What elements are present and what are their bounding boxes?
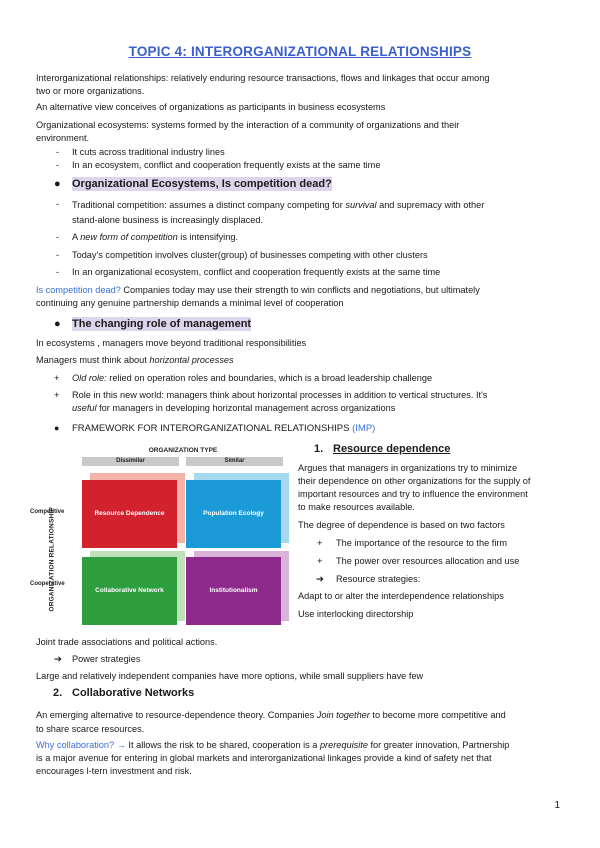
diagram-header: ORGANIZATION TYPE <box>148 447 218 454</box>
framework-abbreviation: (IMP) <box>352 423 376 434</box>
collab-number: 2. <box>53 687 63 699</box>
collab-paragraph <box>36 708 506 736</box>
text-line: continuing any genuine partnership demands a minimal level of cooperation <box>36 298 344 308</box>
section-bullet: ● <box>54 178 61 190</box>
row-label-competitive: Competitive <box>30 509 65 515</box>
section-heading-management: The changing role of management <box>72 318 252 330</box>
intro-paragraph-2: An alternative view conceives of organizations as participants in business ecosystems <box>36 102 386 112</box>
text-run: relied on operation roles and boundaries, which is a broad leadership challenge <box>106 373 433 383</box>
question-label: Is competition dead? <box>36 285 121 295</box>
page-title: TOPIC 4: INTERORGANIZATIONAL RELATIONSHIPS <box>128 44 472 59</box>
text-run: FRAMEWORK FOR INTERORGANIZATIONAL RELATIONSHIPS <box>72 423 353 434</box>
plus-bullet: + <box>54 390 60 401</box>
intro-paragraph-3 <box>36 119 459 145</box>
section1-dash-3: Today's competition involves cluster(group) of businesses competing with other clusters <box>72 250 428 260</box>
power-strategies-label: Power strategies <box>72 654 141 664</box>
text-run: and supremacy with other <box>376 200 485 210</box>
text-line: Role in this new world: managers think about horizontal processes in addition to vertical structures. It's <box>72 390 488 400</box>
quadrant-population-ecology: Population Ecology <box>186 480 281 548</box>
text-line: to make resources available. <box>298 502 415 512</box>
emphasis: new form of competition <box>80 232 178 242</box>
strategy-adapt: Adapt to or alter the interdependence relationships <box>298 591 504 601</box>
text-line: environment. <box>36 133 90 143</box>
dash-bullet: - <box>56 147 59 157</box>
text-run: for greater innovation, Partnership <box>367 740 510 750</box>
row-label-cooperative: Cooperative <box>30 581 65 587</box>
diagram-side-label: ORGANIZATION RELATIONSHIP <box>48 507 56 612</box>
dash-bullet: - <box>56 160 59 170</box>
intro-paragraph-1 <box>36 72 490 98</box>
column-label-similar: Similar <box>186 457 283 466</box>
resource-number: 1. <box>314 443 324 455</box>
factor-importance: The importance of the resource to the firm <box>336 538 508 548</box>
factor-power: The power over resources allocation and use <box>336 556 520 566</box>
question-label: Why collaboration? → <box>36 740 126 750</box>
text-line: stand-alone business is increasingly displaced. <box>72 215 264 225</box>
strategy-joint-associations: Joint trade associations and political actions. <box>36 637 218 647</box>
text-run: A <box>72 232 81 242</box>
section-heading-ecosystems: Organizational Ecosystems, Is competition dead? <box>72 178 332 190</box>
plus-bullet: + <box>54 373 60 384</box>
text-line: Interorganizational relationships: relatively enduring resource transactions, flows and linkages that occur among <box>36 73 490 83</box>
organization-type-diagram <box>30 447 292 627</box>
arrow-bullet: ➔ <box>316 574 324 585</box>
plus-bullet: + <box>317 538 323 549</box>
management-paragraph-2 <box>36 354 234 367</box>
competition-paragraph <box>36 284 480 310</box>
why-collaboration-paragraph <box>36 739 509 778</box>
text-run: It allows the risk to be shared, cooperation is a <box>125 740 320 750</box>
framework-heading <box>72 422 375 435</box>
text-line: encourages l-tern investment and risk. <box>36 766 192 776</box>
emphasis: horizontal processes <box>149 355 234 365</box>
resource-heading: Resource dependence <box>333 443 451 455</box>
column-label-dissimilar: Dissimilar <box>82 457 179 466</box>
resource-strategies-label: Resource strategies: <box>336 574 421 584</box>
text-run: Traditional competition: assumes a distinct company competing for <box>72 200 346 210</box>
management-new-role <box>72 389 487 415</box>
dash-bullet: - <box>56 250 59 260</box>
text-run: to become more competitive and <box>369 710 506 720</box>
dash-bullet: - <box>56 267 59 277</box>
text-line: Organizational ecosystems: systems formed by the interaction of a community of organizations and their <box>36 120 460 130</box>
arrow-bullet: ➔ <box>54 654 62 665</box>
emphasis: prerequisite <box>319 740 368 750</box>
section1-dash-2 <box>72 231 238 244</box>
emphasis: useful <box>72 403 97 413</box>
text-line: important resources and try to influence the environment <box>298 489 528 499</box>
section-bullet: ● <box>54 318 61 330</box>
text-run: An emerging alternative to resource-dependence theory. Companies <box>36 710 317 720</box>
intro-dash-1: It cuts across traditional industry lines <box>72 147 225 157</box>
dash-bullet: - <box>56 232 59 242</box>
section-bullet: ● <box>54 423 60 433</box>
text-line: to share scarce resources. <box>36 724 145 734</box>
text-line: Argues that managers in organizations try to minimize <box>298 463 518 473</box>
dependence-factors-intro: The degree of dependence is based on two factors <box>298 520 505 530</box>
quadrant-collaborative-network: Collaborative Network <box>82 557 177 625</box>
text-run: Companies today may use their strength to win conflicts and negotiations, but ultimately <box>120 285 480 295</box>
resource-paragraph <box>298 462 530 514</box>
text-line: is a major avenue for entering in global markets and interorganizational linkages provide a kind of safety net that <box>36 753 492 763</box>
text-run: is intensifying. <box>177 232 238 242</box>
strategy-directorship: Use interlocking directorship <box>298 609 414 619</box>
emphasis: Old role: <box>72 373 107 383</box>
quadrant-institutionalism: Institutionalism <box>186 557 281 625</box>
collab-heading: Collaborative Networks <box>72 687 195 699</box>
management-old-role <box>72 372 432 385</box>
section1-dash-1 <box>72 198 484 228</box>
plus-bullet: + <box>317 556 323 567</box>
emphasis: survival <box>345 200 377 210</box>
management-paragraph-1: In ecosystems , managers move beyond traditional responsibilities <box>36 338 307 348</box>
power-strategies-description: Large and relatively independent companies have more options, while small suppliers have few <box>36 671 424 681</box>
emphasis: Join together <box>316 710 370 720</box>
page-number: 1 <box>554 800 560 811</box>
text-line: two or more organizations. <box>36 86 145 96</box>
section1-dash-4: In an organizational ecosystem, conflict and cooperation frequently exists at the same time <box>72 267 441 277</box>
intro-dash-2: In an ecosystem, conflict and cooperation frequently exists at the same time <box>72 160 381 170</box>
text-run: for managers in developing horizontal management across organizations <box>96 403 396 413</box>
text-run: Managers must think about <box>36 355 150 365</box>
quadrant-resource-dependence: Resource Dependence <box>82 480 177 548</box>
dash-bullet: - <box>56 199 59 209</box>
text-line: their dependence on other organizations for the supply of <box>298 476 531 486</box>
